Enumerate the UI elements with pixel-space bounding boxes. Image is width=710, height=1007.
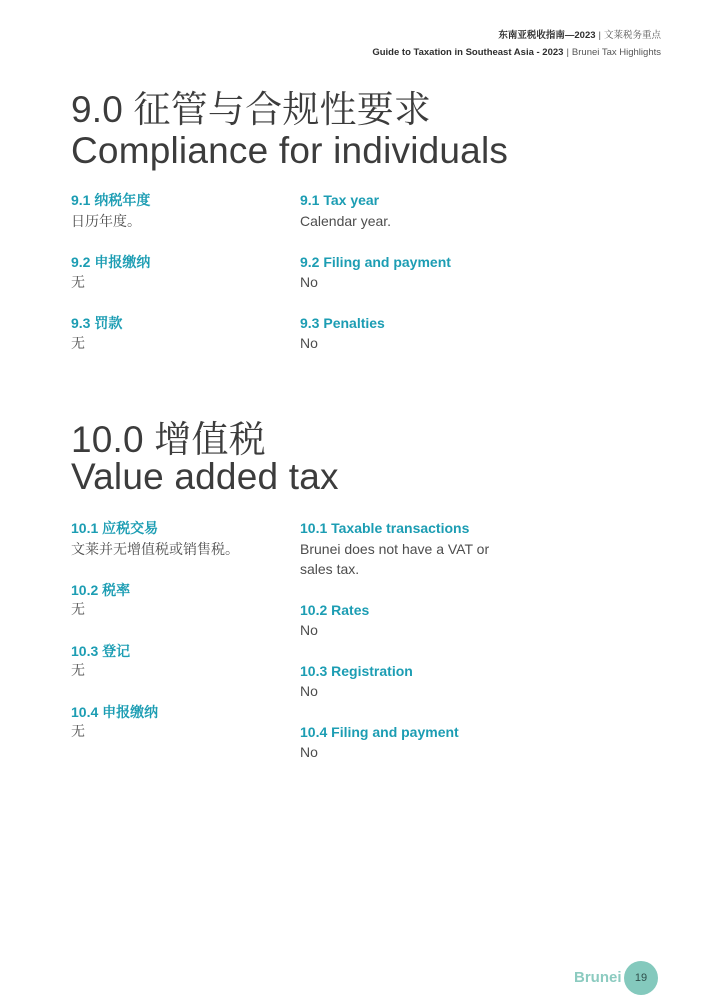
footer-country-label: Brunei [574,969,622,986]
item-body-cn: 日历年度。 [71,213,141,229]
header-subtitle-en: Brunei Tax Highlights [571,47,661,58]
item-heading-cn: 10.4 申报缴纳 [71,704,159,720]
item-body-cn: 无 [71,335,85,351]
item-heading-cn: 9.1 纳税年度 [71,192,151,208]
item-body-cn: 无 [71,274,85,290]
item-heading-en: 10.4 Filing and payment [300,724,459,740]
item-body-en: No [300,622,318,638]
item-body-cn: 无 [71,601,85,617]
item-heading-en: 10.3 Registration [300,663,413,679]
header-separator: | [566,47,569,58]
item-heading-cn: 10.1 应税交易 [71,520,159,536]
section-title-en: Compliance for individuals [71,130,509,171]
header-subtitle-cn: 文莱税务重点 [603,30,661,41]
item-heading-en: 10.1 Taxable transactions [300,520,470,536]
item-body-en: Calendar year. [300,213,392,229]
item-body-en: No [300,744,318,760]
item-body-en: Brunei does not have a VAT or sales tax. [300,541,490,577]
header-guide-title-en: Guide to Taxation in Southeast Asia - 2023 [372,47,564,58]
item-heading-en: 10.2 Rates [300,602,370,618]
running-header-cn [498,29,661,43]
item-heading-en: 9.1 Tax year [300,192,380,208]
item-body-en: No [300,274,318,290]
header-separator: | [598,30,601,41]
item-body-en: No [300,335,318,351]
section-title-en: Value added tax [71,456,339,497]
item-body-cn: 无 [71,662,85,678]
item-body-en: No [300,683,318,699]
page-number: 19 [634,972,648,984]
item-body-cn: 文莱并无增值税或销售税。 [71,541,239,557]
section-title-cn: 9.0 征管与合规性要求 [71,89,432,130]
item-heading-en: 9.3 Penalties [300,315,385,331]
header-guide-title-cn: 东南亚税收指南—2023 [498,30,596,41]
item-heading-cn: 10.3 登记 [71,643,131,659]
item-heading-cn: 9.3 罚款 [71,315,123,331]
item-body-cn: 无 [71,723,85,739]
item-heading-cn: 9.2 申报缴纳 [71,254,151,270]
page-number-badge [624,961,658,995]
item-heading-en: 9.2 Filing and payment [300,254,451,270]
running-header-en [372,46,661,60]
item-heading-cn: 10.2 税率 [71,582,131,598]
section-title-cn: 10.0 增值税 [71,419,266,460]
